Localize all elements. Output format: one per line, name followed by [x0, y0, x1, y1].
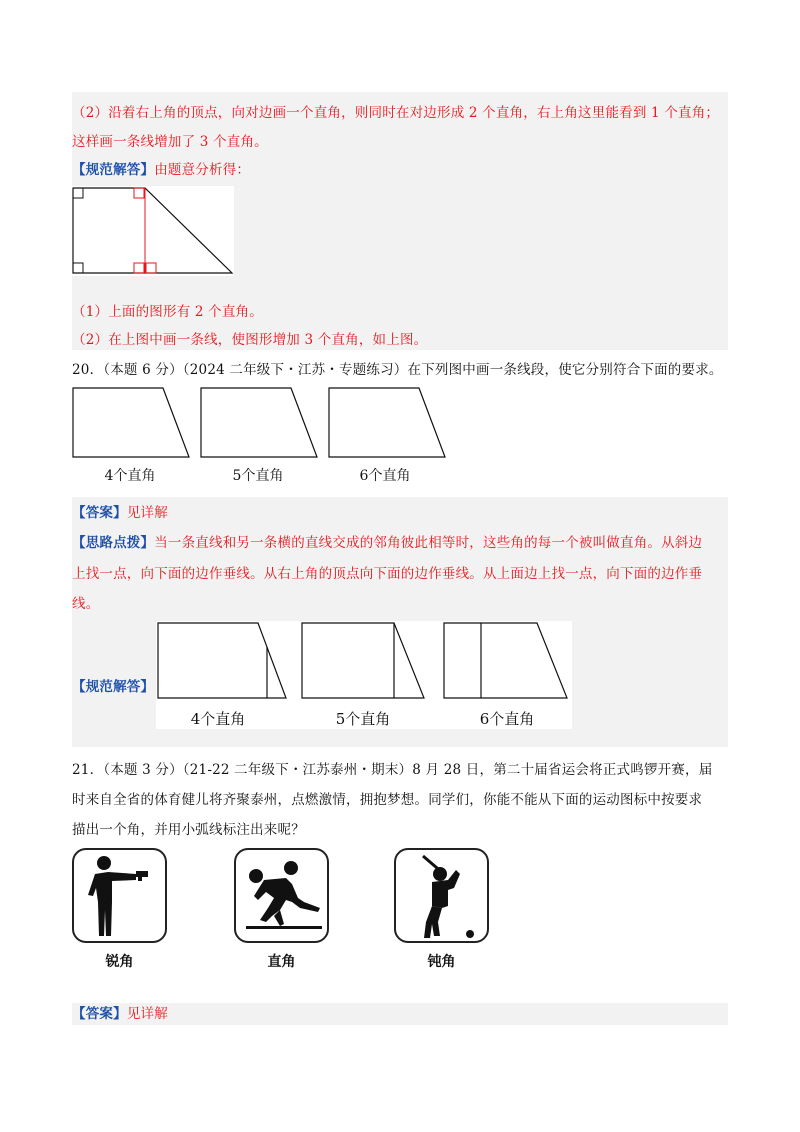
icon-label-obtuse: 钝角: [427, 954, 456, 970]
q19-result2: （2）在上图中画一条线，使图形增加 3 个直角，如上图。: [72, 332, 428, 348]
wrestling-icon-box: [234, 848, 329, 943]
q20-answer-line: [72, 503, 168, 523]
shooting-icon-box: [72, 848, 167, 943]
q19-step2-line1: （2）沿着右上角的顶点，向对边画一个直角，则同时在对边形成 2 个直角，右上角这里能看到 1 个直角；: [72, 105, 720, 121]
hint-tag: 【思路点拨】: [72, 535, 155, 551]
q19-solution-figure: [72, 186, 234, 276]
golf-icon: [396, 850, 487, 941]
q21-text-line1: 21．（本题 3 分）（21-22 二年级下・江苏泰州・期末）8 月 28 日，第二十届省运会将正式鸣锣开赛，届: [72, 762, 713, 778]
answer-tag: 【答案】: [72, 1006, 127, 1022]
q19-result1: （1）上面的图形有 2 个直角。: [72, 304, 263, 320]
q21-answer-line: [72, 1004, 168, 1024]
icon-label-acute: 锐角: [105, 954, 134, 970]
golf-icon-box: [394, 848, 489, 943]
q20-shape-2: [200, 387, 320, 459]
q20-solution-shape-1: [157, 622, 289, 700]
answer-tag: 【答案】: [72, 505, 127, 521]
answer-text: 见详解: [126, 1006, 168, 1022]
answer-block-q21: [72, 1003, 728, 1025]
q20-hint-line3: 线。: [72, 596, 100, 612]
q20-hint-line2: 上找一点，向下面的边作垂线。从右上角的顶点向下面的边作垂线。从上面边上找一点，向下面的边作垂: [72, 566, 703, 582]
hint-text: 当一条直线和另一条横的直线交成的邻角彼此相等时，这些角的每一个被叫做直角。从斜边: [154, 535, 703, 551]
q19-step2-line2: 这样画一条线增加了 3 个直角。: [72, 134, 268, 150]
q20-text: 20．（本题 6 分）（2024 二年级下・江苏・专题练习）在下列图中画一条线段，使它分别符合下面的要求。: [72, 362, 723, 378]
q21-text-line3: 描出一个角，并用小弧线标注出来呢？: [72, 822, 305, 838]
q20-label-2: 5个直角: [232, 468, 284, 484]
q20-solution-tag: 【规范解答】: [72, 679, 155, 695]
q20-shape-3: [328, 387, 448, 459]
answer-lead: 由题意分析得：: [154, 162, 251, 178]
q20-shape-1: [72, 387, 192, 459]
answer-text: 见详解: [126, 505, 168, 521]
q19-answer-line: [72, 160, 250, 180]
q20-solution-label-2: 5个直角: [335, 710, 391, 728]
wrestling-icon: [236, 850, 327, 941]
q20-label-1: 4个直角: [104, 468, 156, 484]
q20-solution-label-3: 6个直角: [479, 710, 535, 728]
shooting-icon: [74, 850, 165, 941]
q20-hint-line1: [72, 533, 702, 553]
q20-label-3: 6个直角: [359, 468, 411, 484]
q20-solution-shape-2: [301, 622, 433, 700]
q20-solution-shape-3: [443, 622, 575, 700]
q20-solution-label-1: 4个直角: [190, 710, 246, 728]
answer-tag: 【规范解答】: [72, 162, 155, 178]
q21-text-line2: 时来自全省的体育健儿将齐聚泰州，点燃激情，拥抱梦想。同学们，你能不能从下面的运动图标中按要求: [72, 792, 703, 808]
icon-label-right: 直角: [267, 954, 296, 970]
